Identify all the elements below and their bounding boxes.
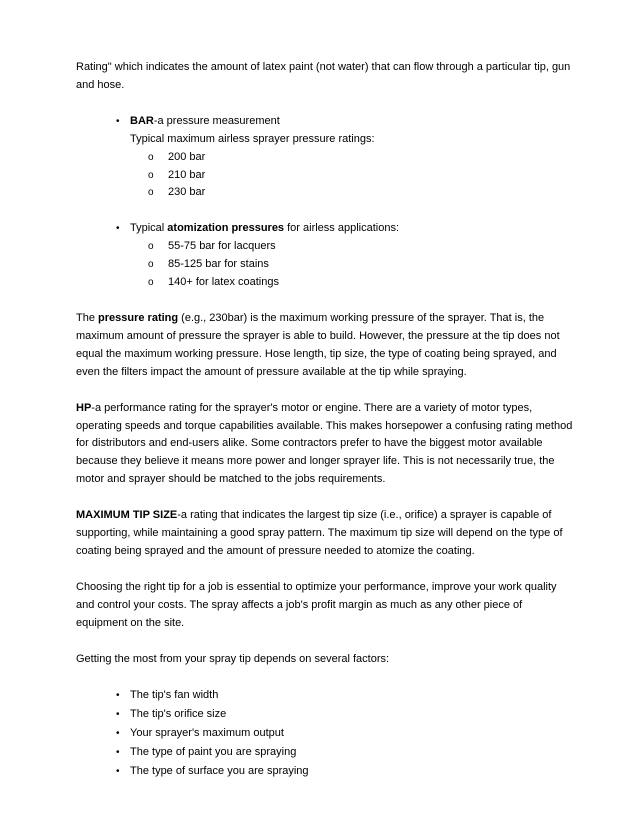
- sub-bullet-marker: o: [148, 151, 154, 163]
- bullet-marker: •: [116, 728, 120, 740]
- bar-values-list: [76, 149, 576, 203]
- max-tip-size-term: MAXIMUM TIP SIZE: [76, 509, 178, 522]
- bar-value-item: [76, 167, 576, 185]
- atomization-term: atomization pressures: [167, 222, 285, 235]
- factor-text: Your sprayer's maximum output: [130, 727, 284, 740]
- atomization-values-list: [76, 238, 576, 292]
- bullet-marker: •: [116, 690, 120, 702]
- bar-sub-intro: Typical maximum airless sprayer pressure ratings:: [130, 132, 375, 145]
- sub-bullet-marker: o: [148, 277, 154, 289]
- bullet-marker: •: [116, 709, 120, 721]
- bullet-marker: •: [116, 223, 120, 235]
- factor-text: The type of paint you are spraying: [130, 746, 297, 759]
- factor-item: [76, 705, 576, 724]
- bar-term: BAR: [130, 114, 154, 127]
- atomization-value-item: [76, 238, 576, 256]
- max-tip-size-paragraph: [76, 507, 576, 561]
- sub-bullet-marker: o: [148, 187, 154, 199]
- sub-bullet-marker: o: [148, 241, 154, 253]
- hp-text: -a performance rating for the sprayer's motor or engine. There are a variety of motor types, operating speeds and torque capabilities available. This makes horsepower a confusing rating method for distributors and end-users alike. Some contractors prefer to have the biggest motor available because they believe it means more power and longer sprayer life. This is not necessarily true, the motor and sprayer should be matched to the jobs requirements.: [76, 401, 573, 486]
- document-page: [76, 59, 576, 781]
- atomization-bullet-item: [76, 220, 576, 238]
- sub-bullet-marker: o: [148, 169, 154, 181]
- hp-paragraph: [76, 400, 576, 490]
- bar-bullet-item: [76, 113, 576, 131]
- bar-definition: -a pressure measurement: [153, 114, 280, 127]
- bar-value-item: [76, 184, 576, 202]
- bullet-marker: •: [116, 747, 120, 759]
- factor-text: The type of surface you are spraying: [130, 765, 309, 778]
- pressure-term: pressure rating: [98, 311, 179, 324]
- bar-value-text: 200 bar: [168, 150, 206, 163]
- sub-bullet-marker: o: [148, 259, 154, 271]
- factor-item: [76, 686, 576, 705]
- pressure-text: (e.g., 230bar) is the maximum working pressure of the sprayer. That is, the maximum amount of pressure the sprayer is able to build. However, the pressure at the tip does not equal the maximum working pressure. Hose length, tip size, the type of coating being sprayed, and even the filters impact the amount of pressure available at the tip while spraying.: [76, 311, 560, 378]
- factor-item: [76, 762, 576, 781]
- factor-item: [76, 724, 576, 743]
- atomization-value-item: [76, 274, 576, 292]
- atomization-prefix: Typical: [130, 222, 168, 235]
- atomization-value-text: 140+ for latex coatings: [168, 276, 279, 289]
- factor-text: The tip's orifice size: [130, 708, 227, 721]
- atomization-value-text: 55-75 bar for lacquers: [168, 240, 276, 253]
- intro-paragraph: Rating" which indicates the amount of latex paint (not water) that can flow through a particular tip, gun and hose.: [76, 61, 571, 91]
- ratings-bullet-list: [76, 113, 576, 203]
- hp-term: HP: [76, 401, 92, 414]
- bar-value-text: 230 bar: [168, 186, 206, 199]
- atomization-value-item: [76, 256, 576, 274]
- bar-value-text: 210 bar: [168, 168, 206, 181]
- atomization-bullet-list: [76, 220, 576, 292]
- factors-list: [76, 686, 576, 781]
- factor-item: [76, 743, 576, 762]
- pressure-prefix: The: [76, 311, 99, 324]
- bullet-marker: •: [116, 115, 120, 127]
- atomization-value-text: 85-125 bar for stains: [168, 258, 269, 271]
- atomization-rest: for airless applications:: [284, 222, 400, 235]
- pressure-rating-paragraph: [76, 310, 576, 382]
- factors-intro: Getting the most from your spray tip depends on several factors:: [76, 652, 390, 665]
- bullet-marker: •: [116, 766, 120, 778]
- choosing-tip-paragraph: Choosing the right tip for a job is essential to optimize your performance, improve your work quality and control your costs. The spray affects a job's profit margin as much as any other piece of equipment on the site.: [76, 580, 557, 629]
- bar-value-item: [76, 149, 576, 167]
- factor-text: The tip's fan width: [130, 689, 219, 702]
- max-tip-size-text: -a rating that indicates the largest tip size (i.e., orifice) a sprayer is capable of supporting, while maintaining a good spray pattern. The maximum tip size will depend on the type of coating being sprayed and the amount of pressure needed to atomize the coating.: [76, 509, 563, 557]
